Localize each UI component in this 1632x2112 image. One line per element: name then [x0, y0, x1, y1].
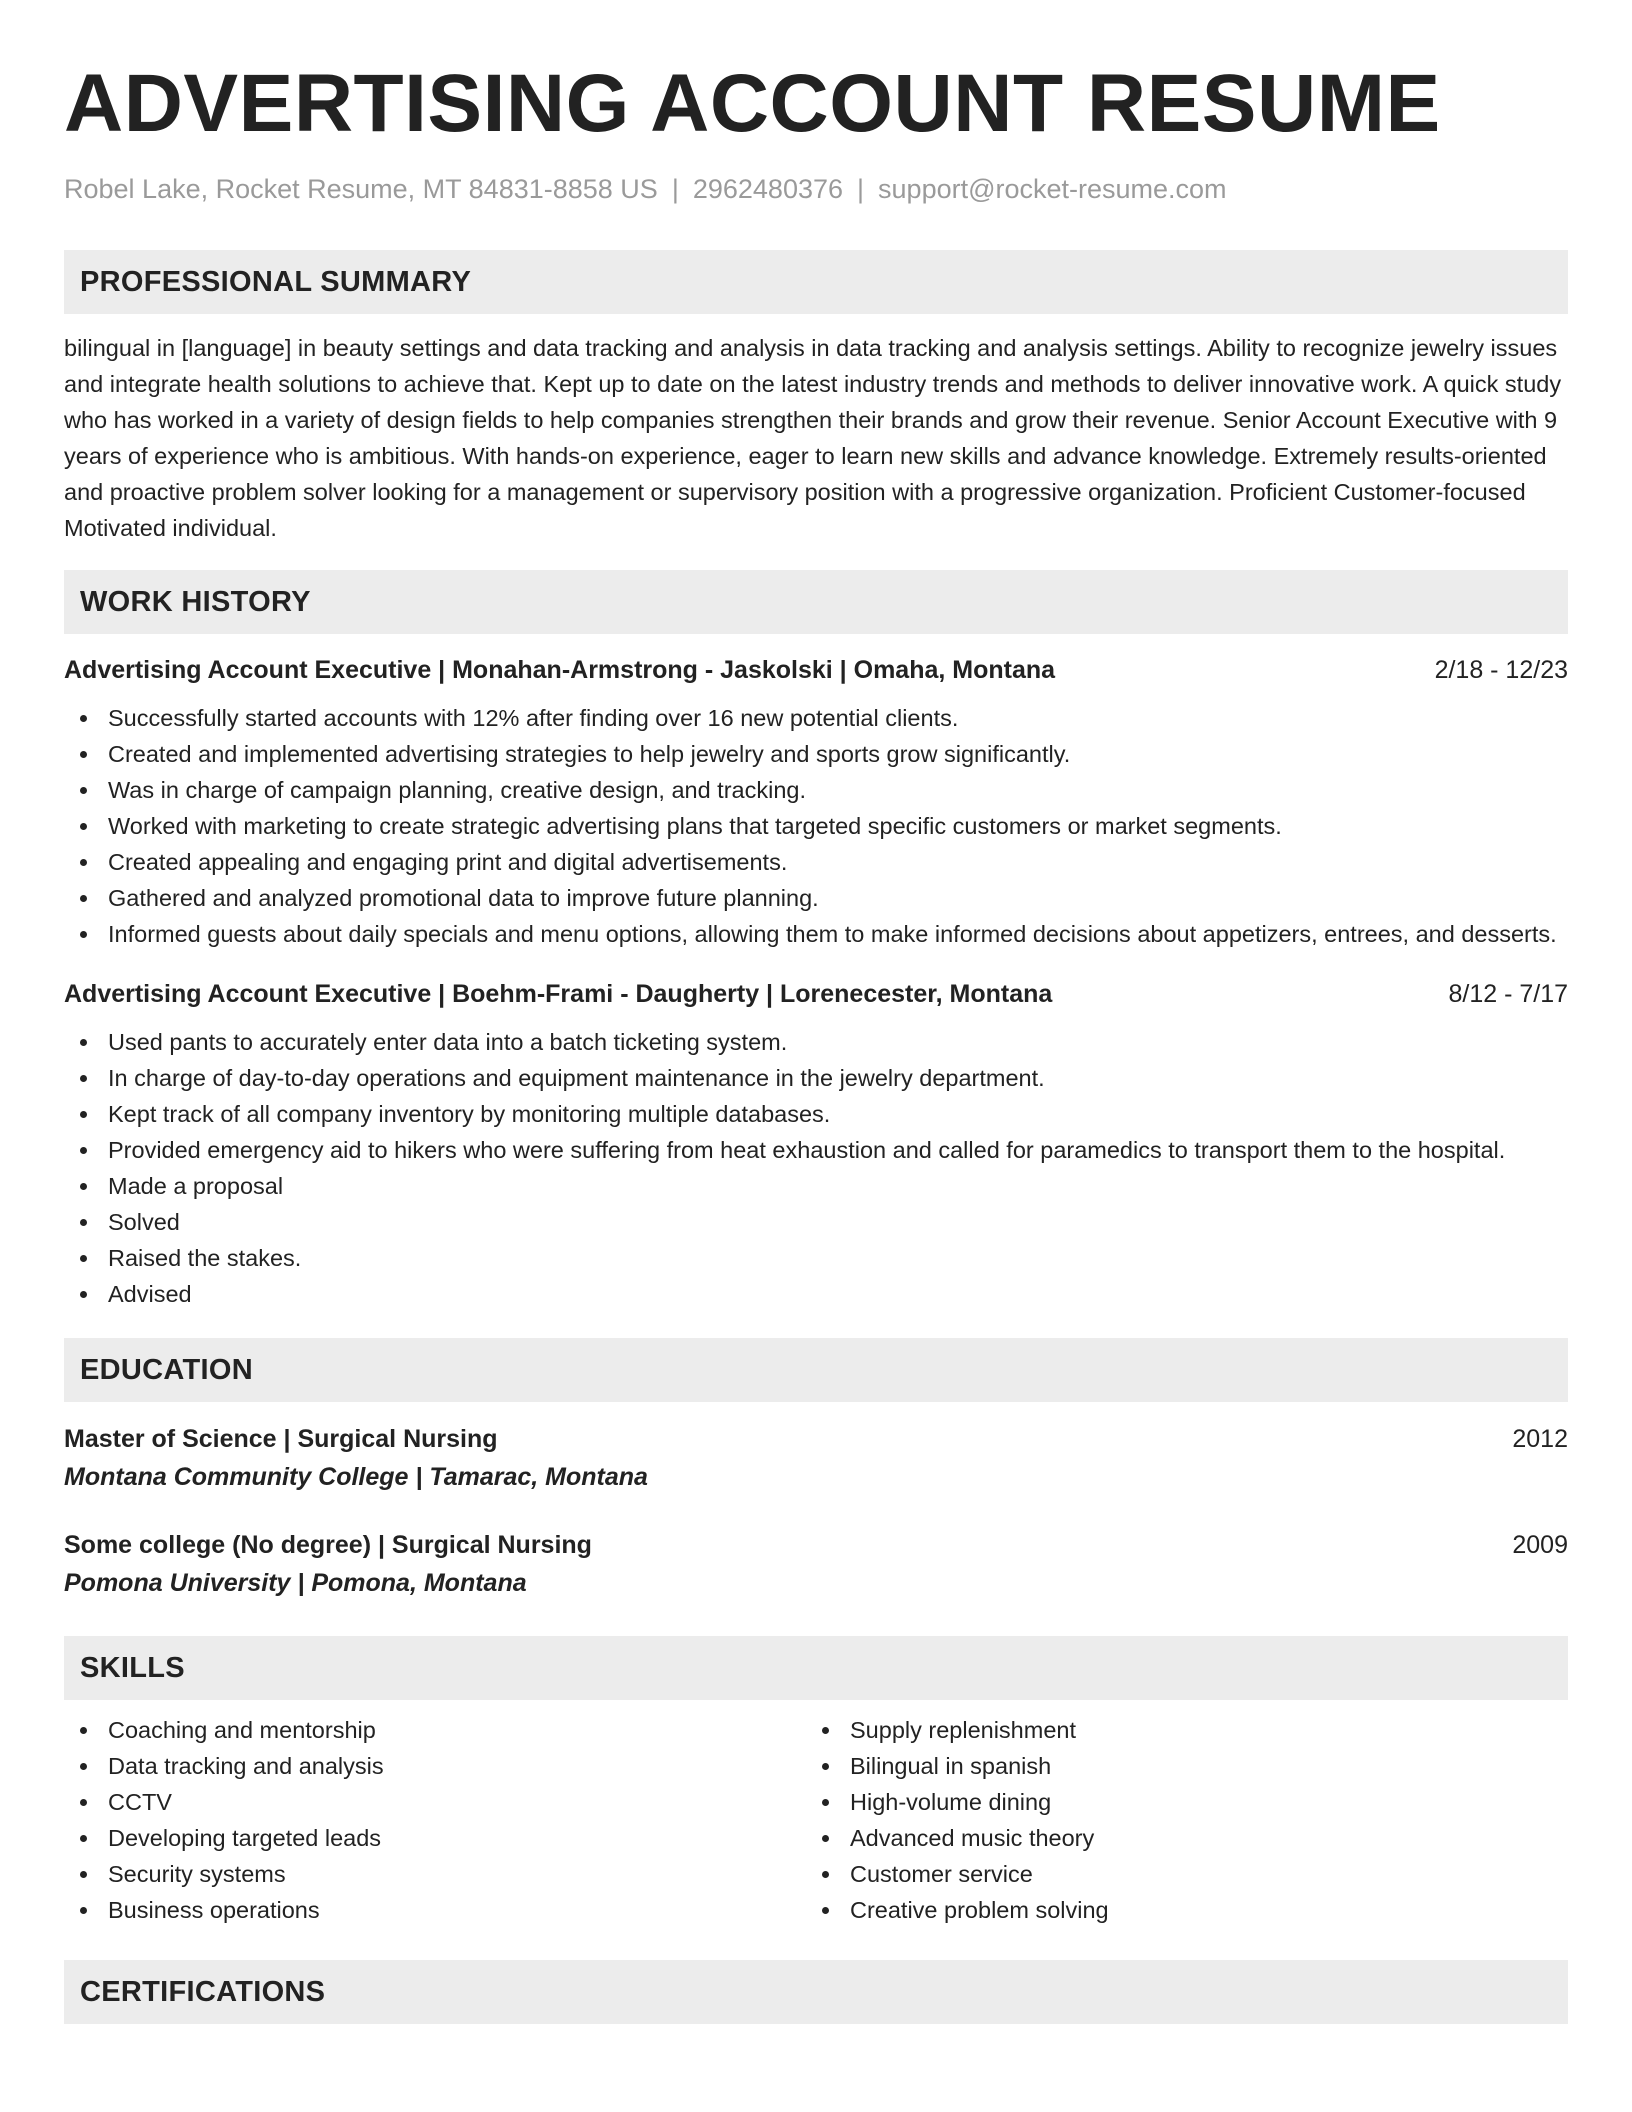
skills-list	[64, 1712, 806, 1928]
skill-item: Creative problem solving	[806, 1892, 1548, 1928]
skill-item: CCTV	[64, 1784, 806, 1820]
contact-line	[64, 172, 1568, 206]
education-year: 2012	[1512, 1425, 1568, 1453]
job-bullet: Made a proposal	[64, 1168, 1568, 1204]
skills-list	[806, 1712, 1548, 1928]
education-entry	[64, 1526, 1568, 1602]
education-school: Pomona University | Pomona, Montana	[64, 1569, 527, 1597]
education-degree: Master of Science | Surgical Nursing	[64, 1425, 498, 1453]
job-bullet: Solved	[64, 1204, 1568, 1240]
contact-address: Robel Lake, Rocket Resume, MT 84831-8858 US	[64, 174, 658, 204]
work-history-section	[64, 570, 1568, 1312]
job-header	[64, 652, 1568, 688]
skills-section	[64, 1636, 1568, 1928]
job-bullet: Gathered and analyzed promotional data to improve future planning.	[64, 880, 1568, 916]
skill-item: Coaching and mentorship	[64, 1712, 806, 1748]
job-bullet: Worked with marketing to create strategic advertising plans that targeted specific customers or market segments.	[64, 808, 1568, 844]
job-entry	[64, 976, 1568, 1312]
skill-item: Supply replenishment	[806, 1712, 1548, 1748]
contact-separator: |	[671, 174, 679, 204]
skill-item: High-volume dining	[806, 1784, 1548, 1820]
skills-grid	[64, 1712, 1568, 1928]
job-header	[64, 976, 1568, 1012]
job-bullets	[64, 1024, 1568, 1312]
job-bullet: In charge of day-to-day operations and equipment maintenance in the jewelry department.	[64, 1060, 1568, 1096]
job-bullet: Raised the stakes.	[64, 1240, 1568, 1276]
skill-item: Data tracking and analysis	[64, 1748, 806, 1784]
job-bullets	[64, 700, 1568, 952]
job-bullet: Kept track of all company inventory by monitoring multiple databases.	[64, 1096, 1568, 1132]
skill-item: Advanced music theory	[806, 1820, 1548, 1856]
job-bullet: Created appealing and engaging print and digital advertisements.	[64, 844, 1568, 880]
contact-separator: |	[857, 174, 865, 204]
certifications-section	[64, 1960, 1568, 2024]
skill-item: Security systems	[64, 1856, 806, 1892]
contact-email: support@rocket-resume.com	[878, 174, 1227, 204]
skill-item: Business operations	[64, 1892, 806, 1928]
skills-column-right	[806, 1712, 1548, 1928]
job-title: Advertising Account Executive | Monahan-Armstrong - Jaskolski | Omaha, Montana	[64, 656, 1056, 684]
job-dates: 2/18 - 12/23	[1434, 656, 1568, 684]
job-bullet: Used pants to accurately enter data into a batch ticketing system.	[64, 1024, 1568, 1060]
summary-text: bilingual in [language] in beauty settings and data tracking and analysis in data tracking and analysis settings. Ability to recognize jewelry issues and integrate health solutions to achieve that. Kept up to date on the latest industry trends and methods to deliver innovative work. A quick study who has worked in a variety of design fields to help companies strengthen their brands and grow their revenue. Senior Account Executive with 9 years of experience who is ambitious. With hands-on experience, eager to learn new skills and advance knowledge. Extremely results-oriented and proactive problem solver looking for a management or supervisory position with a progressive organization. Proficient Customer-focused Motivated individual.	[64, 335, 1562, 541]
job-entry	[64, 652, 1568, 952]
skill-item: Customer service	[806, 1856, 1548, 1892]
summary-section	[64, 250, 1568, 546]
contact-phone: 2962480376	[692, 174, 844, 204]
job-bullet: Informed guests about daily specials and menu options, allowing them to make informed decisions about appetizers, entrees, and desserts.	[64, 916, 1568, 952]
job-title: Advertising Account Executive | Boehm-Frami - Daugherty | Lorenecester, Montana	[64, 980, 1053, 1008]
education-section	[64, 1338, 1568, 1602]
work-history-heading: WORK HISTORY	[64, 570, 1568, 634]
summary-heading: PROFESSIONAL SUMMARY	[64, 250, 1568, 314]
education-entry	[64, 1420, 1568, 1496]
job-bullet: Advised	[64, 1276, 1568, 1312]
education-school: Montana Community College | Tamarac, Montana	[64, 1463, 648, 1491]
job-bullet: Successfully started accounts with 12% after finding over 16 new potential clients.	[64, 700, 1568, 736]
education-header	[64, 1526, 1568, 1564]
skills-column-left	[64, 1712, 806, 1928]
skills-heading: SKILLS	[64, 1636, 1568, 1700]
education-heading: EDUCATION	[64, 1338, 1568, 1402]
education-header	[64, 1420, 1568, 1458]
job-bullet: Was in charge of campaign planning, creative design, and tracking.	[64, 772, 1568, 808]
job-bullet: Created and implemented advertising strategies to help jewelry and sports grow significantly.	[64, 736, 1568, 772]
skill-item: Bilingual in spanish	[806, 1748, 1548, 1784]
education-degree: Some college (No degree) | Surgical Nursing	[64, 1531, 592, 1559]
resume-title: ADVERTISING ACCOUNT RESUME	[64, 58, 1441, 149]
job-dates: 8/12 - 7/17	[1448, 980, 1568, 1008]
job-bullet: Provided emergency aid to hikers who were suffering from heat exhaustion and called for paramedics to transport them to the hospital.	[64, 1132, 1568, 1168]
education-year: 2009	[1512, 1531, 1568, 1559]
certifications-heading: CERTIFICATIONS	[64, 1960, 1568, 2024]
skill-item: Developing targeted leads	[64, 1820, 806, 1856]
